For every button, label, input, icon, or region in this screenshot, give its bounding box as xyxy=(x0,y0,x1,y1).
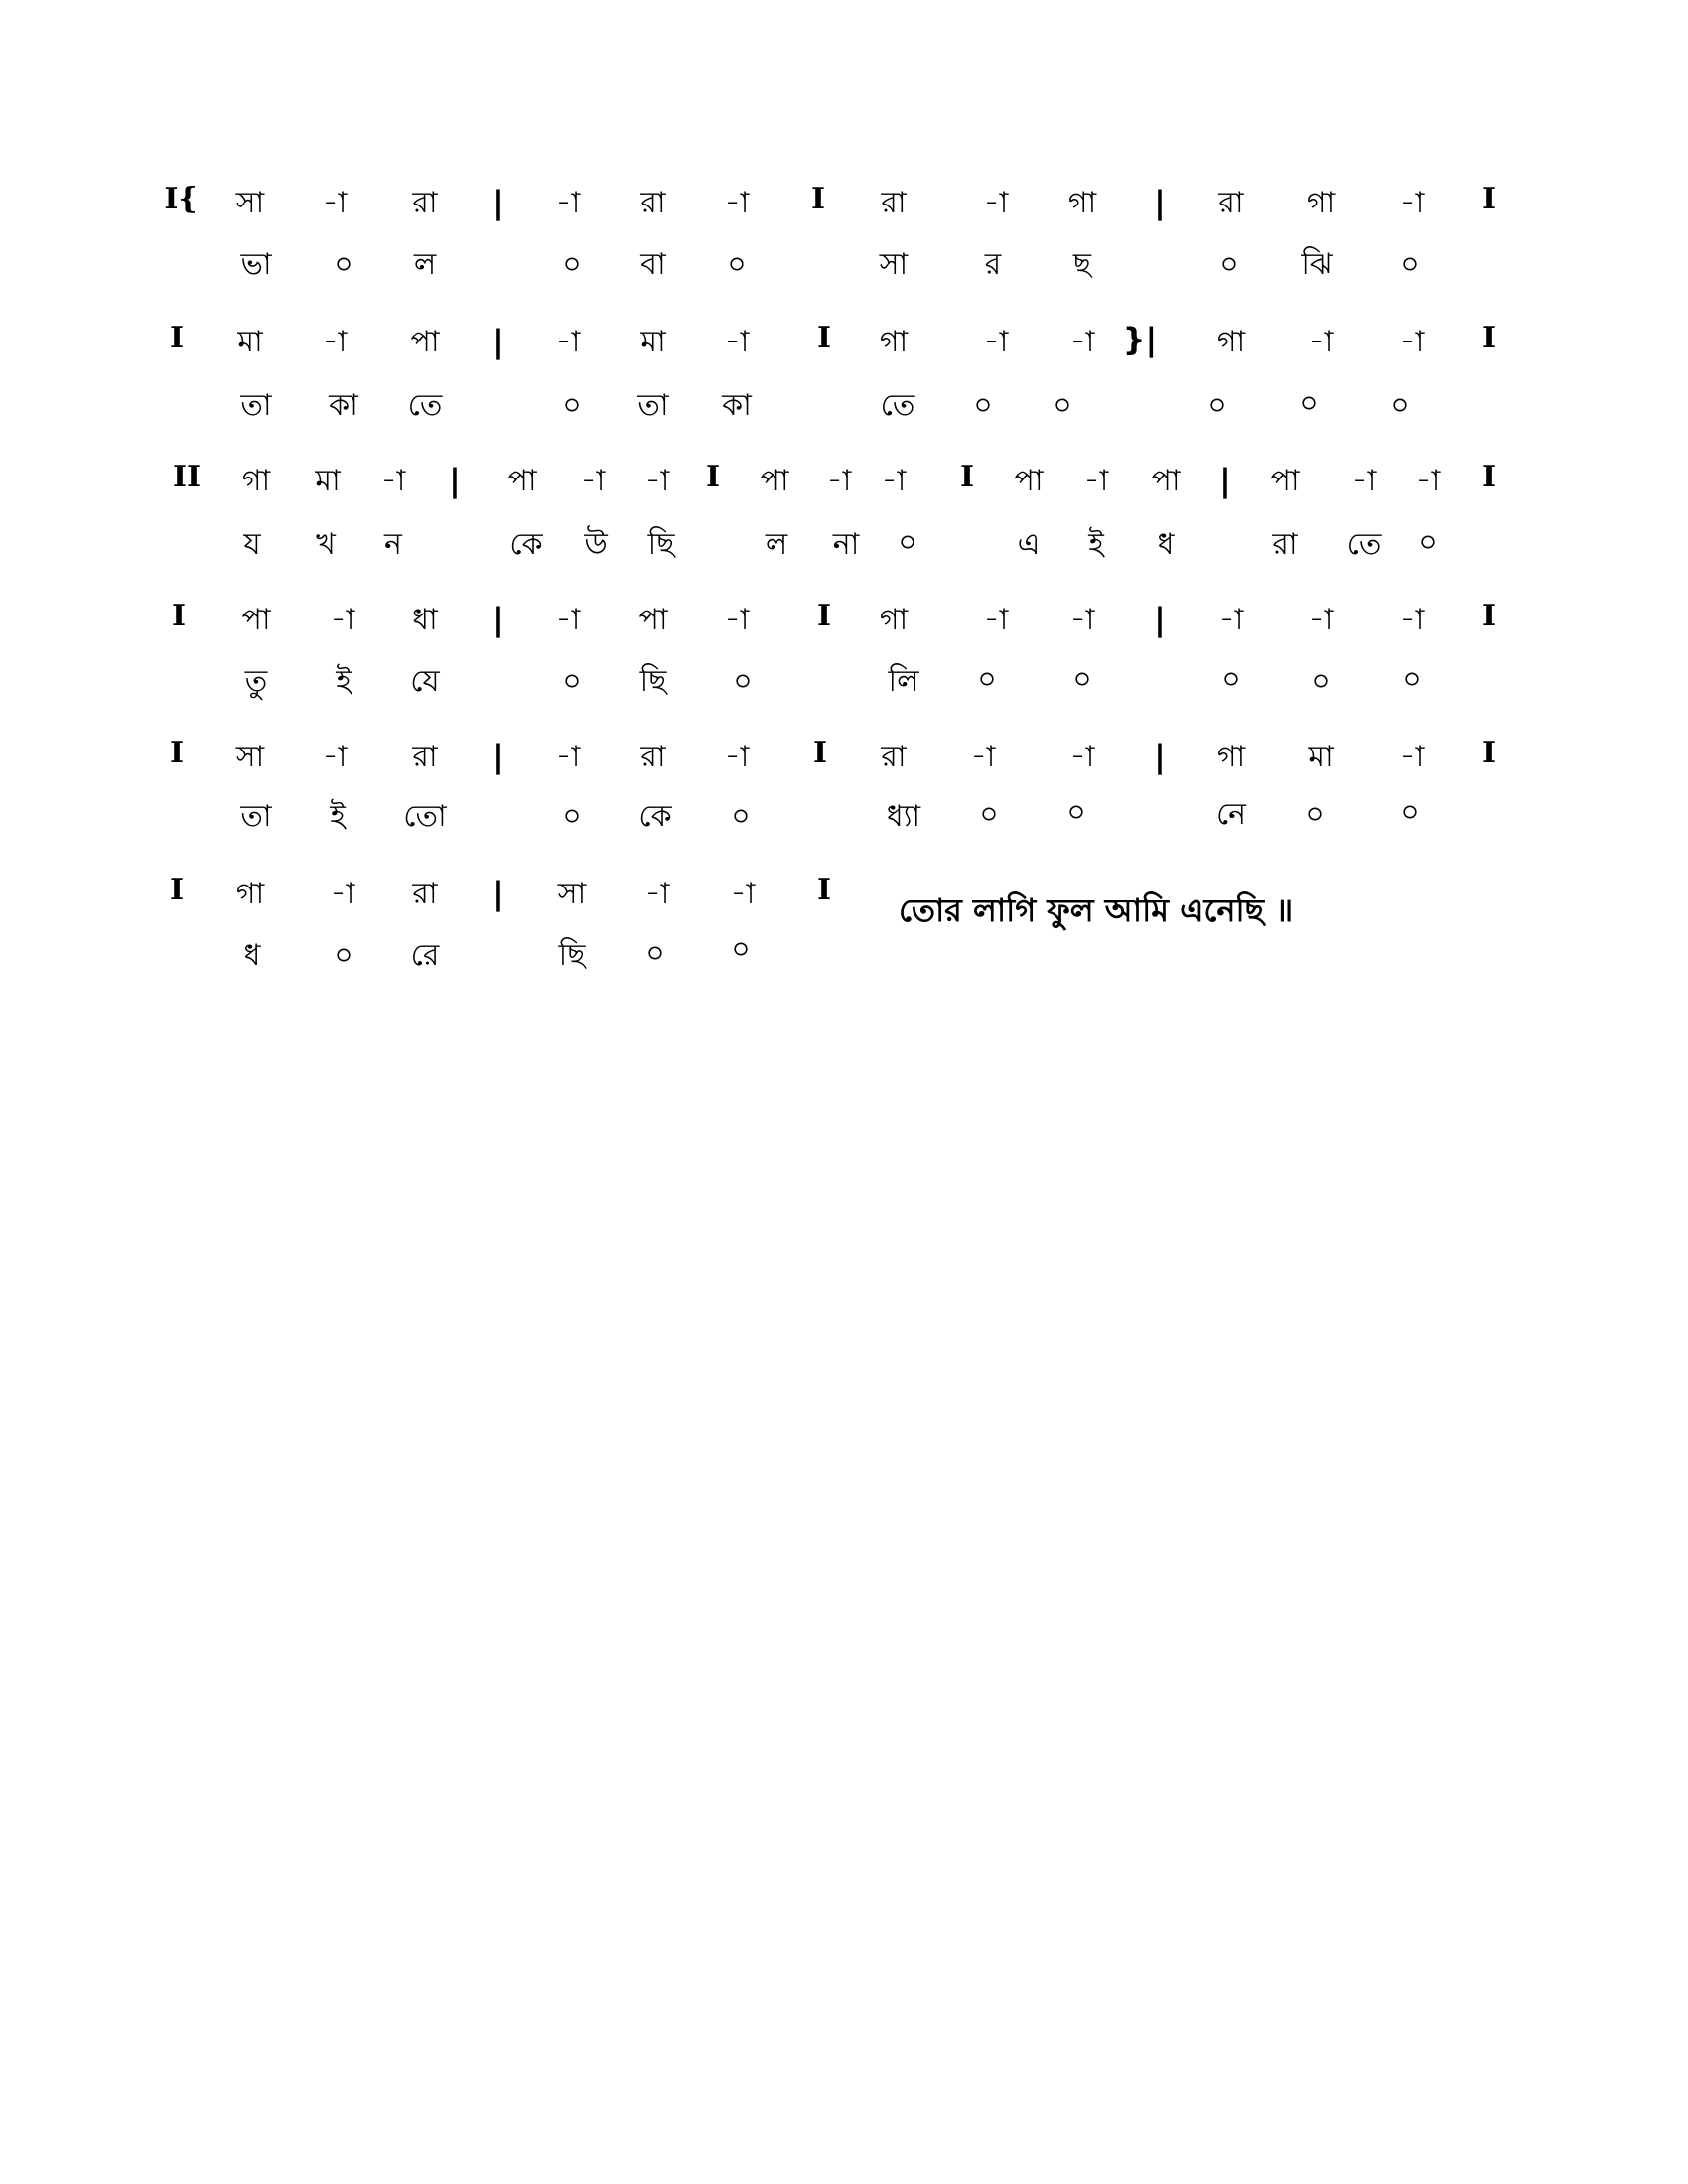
note: -া xyxy=(1069,740,1095,774)
lyric: এ xyxy=(1017,527,1041,562)
bar-marker: | xyxy=(492,738,504,775)
lyric: ০ xyxy=(1221,662,1241,697)
note: রা xyxy=(1218,186,1244,220)
lyric: ধ xyxy=(1157,527,1175,562)
bar-marker: | xyxy=(449,462,461,499)
note: -া xyxy=(983,325,1009,359)
note: -া xyxy=(644,877,670,911)
lyric: তে xyxy=(1346,527,1382,562)
lyric: ০ xyxy=(645,936,665,971)
lyric: তা xyxy=(240,388,272,423)
lyric: কে xyxy=(638,799,672,834)
note: -া xyxy=(1415,464,1441,498)
note: গা xyxy=(1067,186,1097,220)
lyric: ০ xyxy=(1390,388,1410,423)
lyric: ০ xyxy=(1219,247,1239,282)
note: পা xyxy=(760,464,789,498)
note: পা xyxy=(410,325,440,359)
note: পা xyxy=(507,464,537,498)
lyric: ল xyxy=(765,527,788,562)
lyric: ০ xyxy=(731,799,751,834)
bar-marker: I xyxy=(812,736,828,770)
note: রা xyxy=(640,740,666,774)
note: -া xyxy=(724,186,750,220)
note: -া xyxy=(330,877,355,911)
note: গা xyxy=(1306,186,1336,220)
lyric: ভা xyxy=(240,247,272,282)
lyric: ০ xyxy=(1053,388,1072,423)
note: সা xyxy=(235,186,265,220)
lyric: ই xyxy=(1088,527,1104,562)
bar-marker: }| xyxy=(1122,321,1158,358)
note: পা xyxy=(1014,464,1044,498)
lyric: সা xyxy=(879,247,909,282)
lyric: ০ xyxy=(1066,795,1086,830)
note: পা xyxy=(241,603,271,637)
bar-marker: I xyxy=(810,182,826,216)
lyric: ঝি xyxy=(1301,247,1333,282)
lyric: ০ xyxy=(733,664,753,699)
note: রা xyxy=(640,186,666,220)
note: -া xyxy=(1083,464,1109,498)
lyric: ০ xyxy=(1418,525,1438,560)
note: পা xyxy=(1270,464,1300,498)
lyric: তা xyxy=(240,799,272,834)
bar-marker: | xyxy=(1154,184,1166,221)
bar-marker: I xyxy=(816,321,832,355)
note: -া xyxy=(983,186,1009,220)
note: -া xyxy=(1308,603,1334,637)
note: -া xyxy=(724,325,750,359)
note: -া xyxy=(380,464,406,498)
note: -া xyxy=(826,464,852,498)
bar-marker: I xyxy=(705,460,721,494)
lyric: লি xyxy=(888,664,919,699)
note: পা xyxy=(1151,464,1181,498)
note: -া xyxy=(1399,603,1425,637)
lyric: ছ xyxy=(1072,247,1092,282)
bar-marker: I xyxy=(1481,182,1497,216)
bar-marker: I xyxy=(1481,736,1497,770)
lyric: ০ xyxy=(727,247,747,282)
bar-marker: II xyxy=(172,460,202,494)
note: -া xyxy=(1399,740,1425,774)
note: গা xyxy=(241,464,271,498)
note: -া xyxy=(555,603,581,637)
lyric: ০ xyxy=(898,525,917,560)
note: -া xyxy=(1351,464,1377,498)
lyric: তে xyxy=(407,388,443,423)
bar-marker: | xyxy=(492,601,504,638)
lyric: রে xyxy=(410,938,440,973)
bar-marker: I xyxy=(816,599,832,633)
lyric: র xyxy=(984,247,1002,282)
lyric: ০ xyxy=(977,662,997,697)
lyric: কা xyxy=(329,388,358,423)
note: রা xyxy=(881,740,907,774)
lyric: উ xyxy=(584,527,608,562)
note: গা xyxy=(235,877,265,911)
bar-marker: | xyxy=(492,875,504,912)
lyric: ধ xyxy=(243,938,261,973)
lyric: ০ xyxy=(562,799,582,834)
lyric: না xyxy=(832,527,860,562)
bar-marker: I{ xyxy=(164,182,198,216)
lyric: ০ xyxy=(1072,662,1092,697)
lyric: তে xyxy=(880,388,915,423)
lyric: তু xyxy=(244,664,268,699)
bar-marker: I xyxy=(959,460,975,494)
note: মা xyxy=(315,464,341,498)
note: -া xyxy=(330,603,355,637)
lyric: ধ্যা xyxy=(886,799,921,834)
bar-marker: I xyxy=(171,599,187,633)
note: সা xyxy=(235,740,265,774)
lyric: ই xyxy=(330,799,346,834)
note: গা xyxy=(879,603,909,637)
note: গা xyxy=(879,325,909,359)
bar-marker: I xyxy=(1481,460,1497,494)
note: পা xyxy=(638,603,668,637)
lyric: ০ xyxy=(334,247,353,282)
note: -া xyxy=(970,740,996,774)
bar-marker: I xyxy=(1481,321,1497,355)
lyric: ০ xyxy=(973,388,993,423)
note: -া xyxy=(1308,325,1334,359)
lyric: তো xyxy=(403,799,447,834)
note: -া xyxy=(881,464,907,498)
note: গা xyxy=(1216,325,1246,359)
lyric: য xyxy=(243,527,261,562)
lyric: যে xyxy=(410,664,440,699)
note: গা xyxy=(1216,740,1246,774)
lyric: ০ xyxy=(1299,386,1319,421)
note: -া xyxy=(724,603,750,637)
lyric: নে xyxy=(1215,797,1247,832)
note: -া xyxy=(1399,186,1425,220)
note: সা xyxy=(557,877,587,911)
lyric: ছি xyxy=(558,938,586,973)
note: -া xyxy=(983,603,1009,637)
lyric: ০ xyxy=(334,938,353,973)
closing-line: তোর লাগি ফুল আমি এনেছি ॥ xyxy=(899,891,1294,929)
bar-marker: | xyxy=(1154,738,1166,775)
note: রা xyxy=(881,186,907,220)
bar-marker: I xyxy=(169,321,185,355)
lyric: ০ xyxy=(731,932,751,967)
lyric: ০ xyxy=(562,388,582,423)
lyric: খ xyxy=(316,527,336,562)
note: -া xyxy=(322,186,348,220)
lyric: ই xyxy=(336,664,352,699)
lyric: তা xyxy=(637,388,669,423)
bar-marker: I xyxy=(169,873,185,907)
lyric: বা xyxy=(640,247,666,282)
note: -া xyxy=(322,740,348,774)
note: -া xyxy=(724,740,750,774)
note: মা xyxy=(1308,740,1334,774)
lyric: ০ xyxy=(979,797,999,832)
note: -া xyxy=(555,325,581,359)
lyric: রা xyxy=(1272,527,1298,562)
note: -া xyxy=(580,464,606,498)
note: রা xyxy=(412,186,438,220)
lyric: ০ xyxy=(1402,662,1422,697)
note: -া xyxy=(644,464,670,498)
lyric: ০ xyxy=(562,664,582,699)
lyric: ০ xyxy=(562,247,582,282)
bar-marker: | xyxy=(492,184,504,221)
note: রা xyxy=(412,740,438,774)
lyric: ছি xyxy=(639,664,667,699)
bar-marker: I xyxy=(1481,599,1497,633)
lyric: ০ xyxy=(1305,797,1325,832)
bar-marker: | xyxy=(1219,462,1231,499)
lyric: ০ xyxy=(1311,664,1331,699)
note: -া xyxy=(730,877,756,911)
note: -া xyxy=(555,186,581,220)
lyric: ০ xyxy=(1400,247,1420,282)
lyric: ছি xyxy=(647,527,675,562)
note: রা xyxy=(412,877,438,911)
note: -া xyxy=(1218,603,1244,637)
note: ধা xyxy=(412,603,438,637)
note: -া xyxy=(555,740,581,774)
bar-marker: I xyxy=(816,873,832,907)
lyric: ন xyxy=(384,527,402,562)
lyric: ০ xyxy=(1207,388,1227,423)
lyric: ল xyxy=(413,247,437,282)
note: -া xyxy=(1069,325,1095,359)
note: মা xyxy=(237,325,263,359)
bar-marker: | xyxy=(492,323,504,360)
bar-marker: | xyxy=(1154,601,1166,638)
note: মা xyxy=(640,325,666,359)
lyric: ০ xyxy=(1400,795,1420,830)
lyric: কা xyxy=(722,388,752,423)
note: -া xyxy=(1399,325,1425,359)
note: -া xyxy=(1069,603,1095,637)
lyric: কে xyxy=(509,527,543,562)
note: -া xyxy=(322,325,348,359)
bar-marker: I xyxy=(169,736,185,770)
